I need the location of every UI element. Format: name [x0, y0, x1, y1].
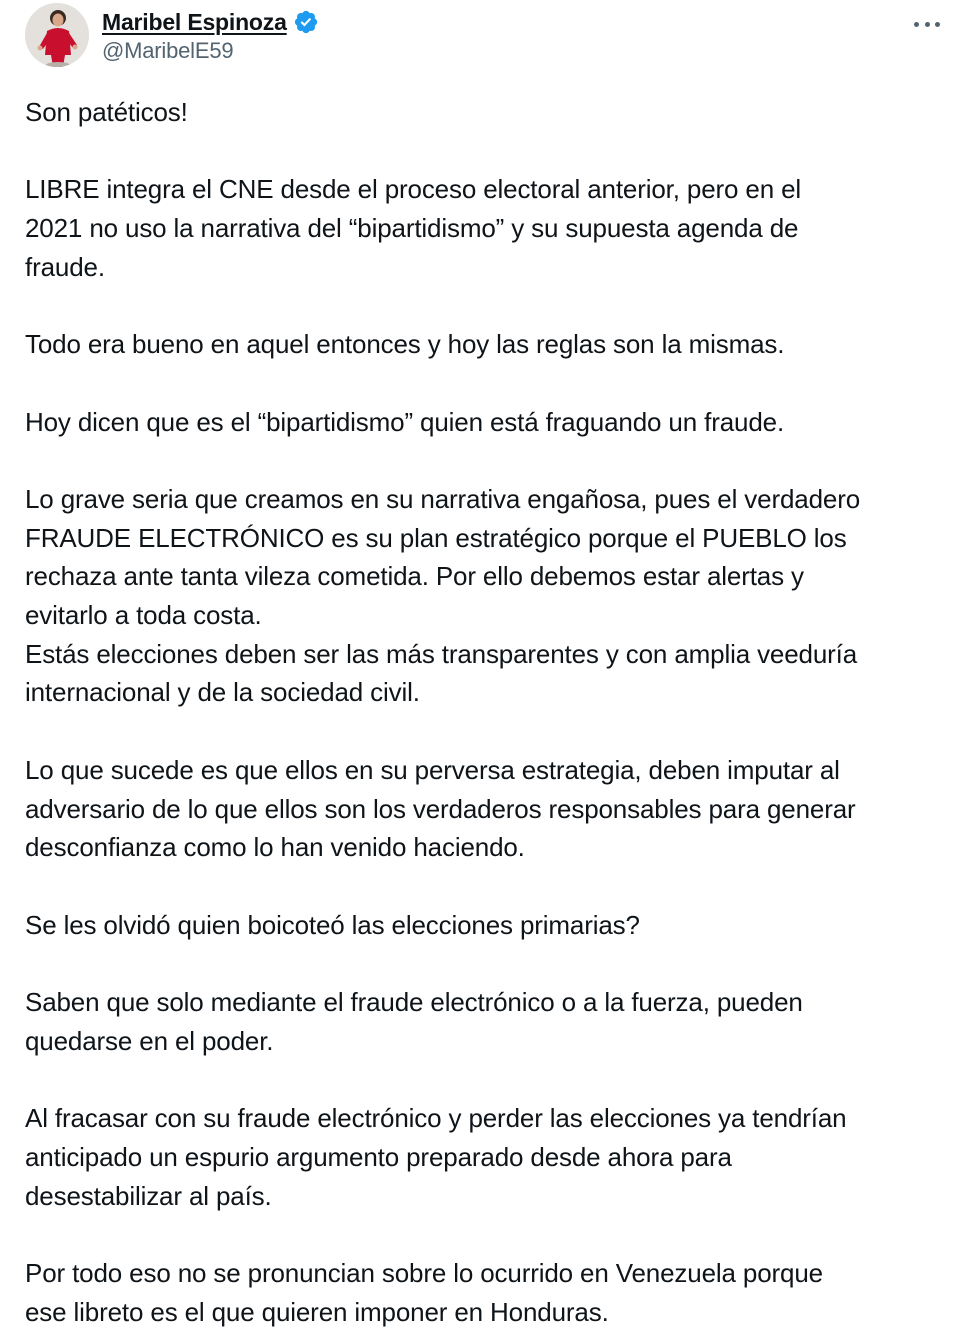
tweet-line: Son patéticos!	[25, 97, 188, 127]
tweet-line: FRAUDE ELECTRÓNICO es su plan estratégico porque el PUEBLO los	[25, 522, 847, 553]
author-display-name[interactable]: Maribel Espinoza	[102, 8, 287, 35]
tweet-line: Se les olvidó quien boicoteó las elecciones primarias?	[25, 909, 640, 940]
tweet-line: anticipado un espurio argumento preparado desde ahora para	[25, 1141, 732, 1172]
tweet-line: desconfianza como lo han venido haciendo.	[25, 832, 525, 863]
verified-badge-icon[interactable]	[293, 9, 319, 35]
tweet-line: LIBRE integra el CNE desde el proceso electoral anterior, pero en el	[25, 174, 802, 205]
tweet-line: Todo era bueno en aquel entonces y hoy las reglas son la mismas.	[25, 329, 785, 360]
dot	[925, 22, 930, 27]
author-handle[interactable]: @MaribelE59	[102, 38, 234, 63]
tweet-line: Por todo eso no se pronuncian sobre lo ocurrido en Venezuela porque	[25, 1257, 823, 1288]
tweet-line: ese libreto es el que quieren imponer en Honduras.	[25, 1296, 609, 1327]
tweet-line: Saben que solo mediante el fraude electrónico o a la fuerza, pueden	[25, 987, 803, 1018]
author-header	[102, 4, 319, 64]
tweet-line: quedarse en el poder.	[25, 1025, 274, 1056]
tweet-line: Al fracasar con su fraude electrónico y perder las elecciones ya tendrían	[25, 1103, 847, 1134]
tweet-line: desestabilizar al país.	[25, 1180, 272, 1211]
display-name-row	[102, 4, 319, 40]
tweet-line: internacional y de la sociedad civil.	[25, 677, 420, 708]
author-avatar[interactable]	[25, 3, 89, 67]
tweet-line: Lo grave seria que creamos en su narrativa engañosa, pues el verdadero	[25, 483, 861, 514]
dot	[935, 22, 940, 27]
tweet-line: fraude.	[25, 251, 105, 282]
more-options-icon[interactable]	[914, 12, 940, 36]
tweet-line: rechaza ante tanta vileza cometida. Por ello debemos estar alertas y	[25, 561, 804, 592]
dot	[914, 22, 919, 27]
avatar-image	[25, 3, 89, 67]
tweet-line: 2021 no uso la narrativa del “bipartidismo” y su supuesta agenda de	[25, 213, 799, 244]
tweet-line: evitarlo a toda costa.	[25, 600, 262, 631]
tweet-line: adversario de lo que ellos son los verdaderos responsables para generar	[25, 793, 856, 824]
tweet-line: Hoy dicen que es el “bipartidismo” quien está fraguando un fraude.	[25, 406, 785, 437]
tweet-line: Lo que sucede es que ellos en su perversa estrategia, deben imputar al	[25, 754, 840, 785]
tweet-line: Estás elecciones deben ser las más transparentes y con amplia veeduría	[25, 638, 858, 669]
tweet-text	[25, 93, 945, 1331]
